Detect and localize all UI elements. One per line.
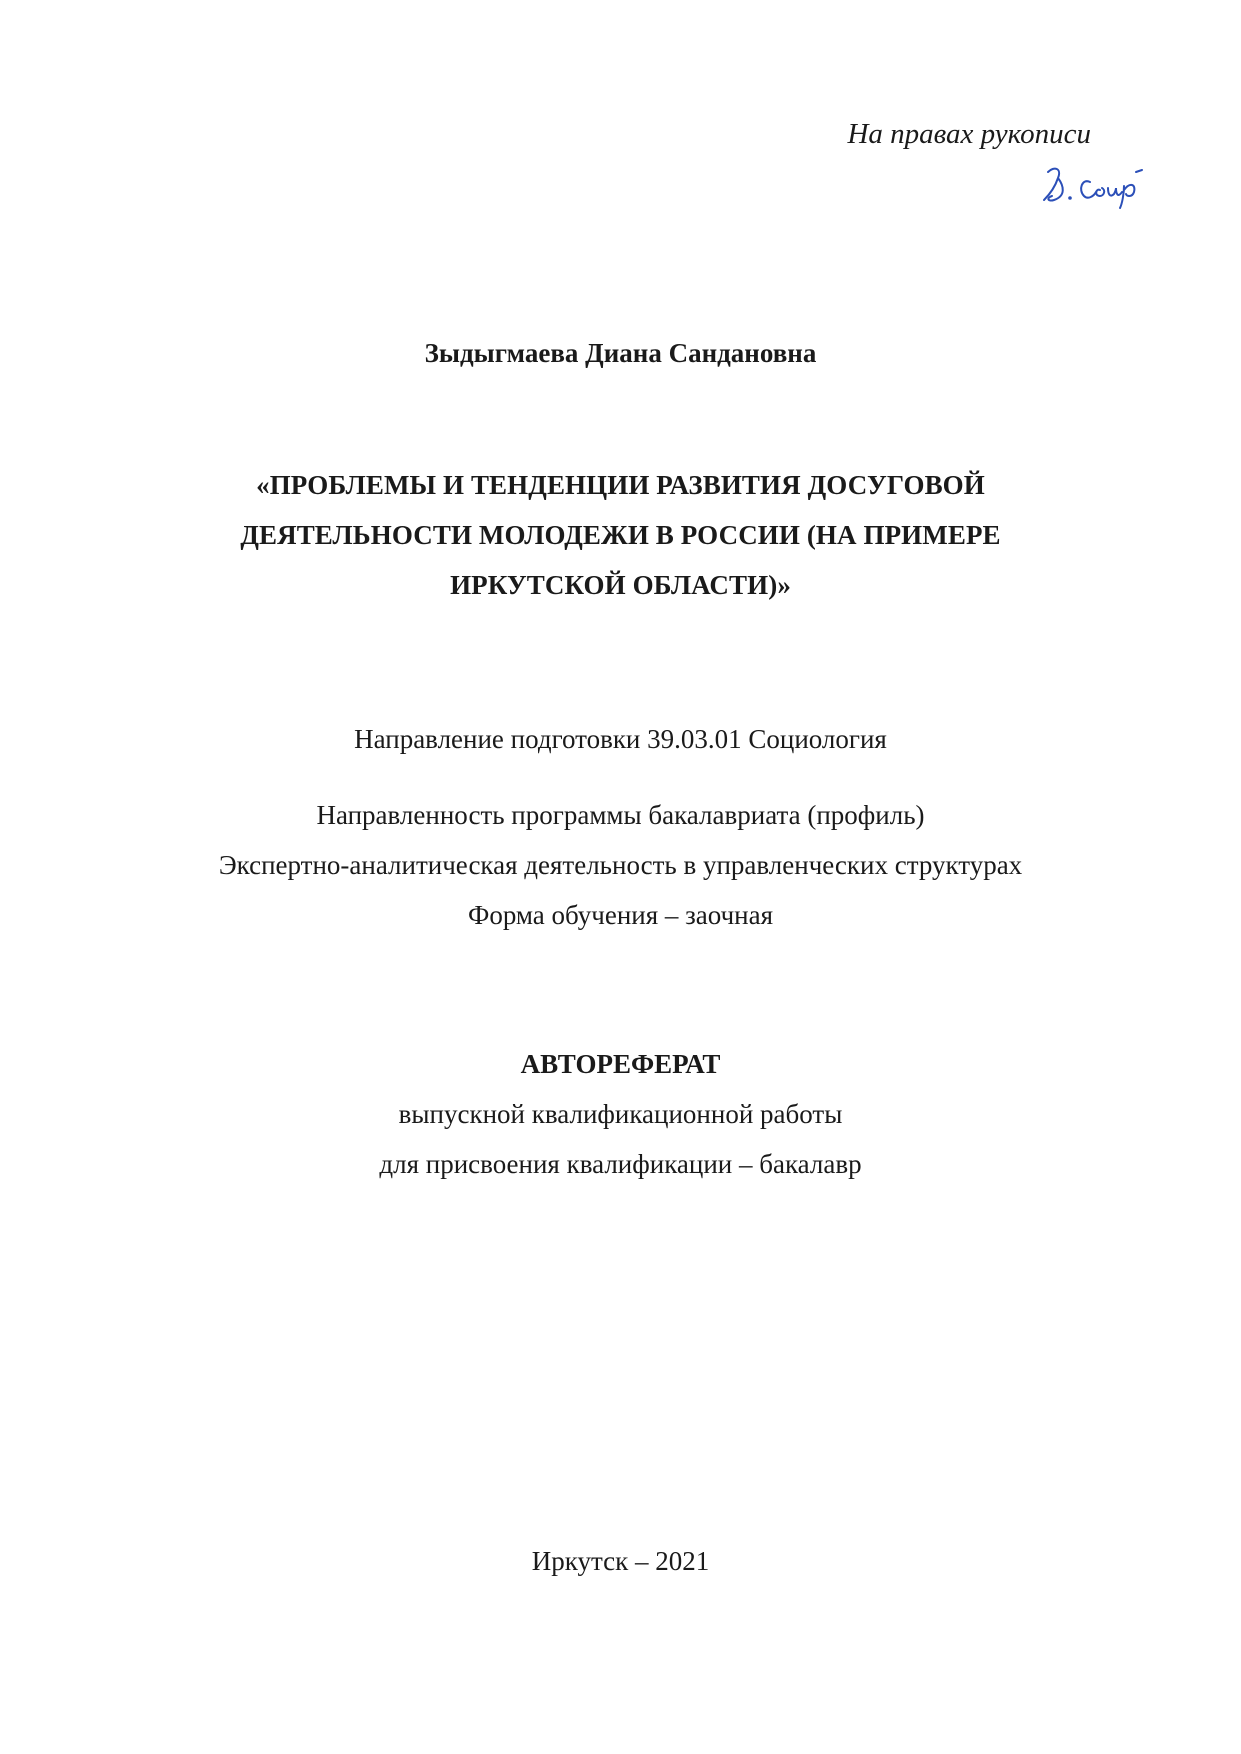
program-profile-label: Направленность программы бакалавриата (профиль) (316, 800, 925, 830)
study-form: Форма обучения – заочная (467, 900, 774, 930)
city-year: Иркутск – 2021 (531, 1546, 710, 1576)
abstract-line-1: выпускной квалификационной работы (398, 1099, 843, 1129)
program-profile-name: Экспертно-аналитическая деятельность в управленческих структурах (218, 850, 1023, 880)
thesis-title-line-1: «ПРОБЛЕМЫ И ТЕНДЕНЦИИ РАЗВИТИЯ ДОСУГОВОЙ (256, 470, 985, 500)
training-direction: Направление подготовки 39.03.01 Социология (354, 724, 887, 754)
author-name: Зыдыгмаева Диана Сандановна (424, 338, 817, 368)
abstract-line-2: для присвоения квалификации – бакалавр (379, 1149, 862, 1179)
handwritten-signature (1040, 160, 1150, 210)
abstract-heading: АВТОРЕФЕРАТ (520, 1049, 721, 1079)
manuscript-note: На правах рукописи (847, 118, 1091, 150)
thesis-title-line-3: ИРКУТСКОЙ ОБЛАСТИ)» (450, 570, 791, 600)
thesis-title-line-2: ДЕЯТЕЛЬНОСТИ МОЛОДЕЖИ В РОССИИ (НА ПРИМЕРЕ (240, 520, 1001, 550)
